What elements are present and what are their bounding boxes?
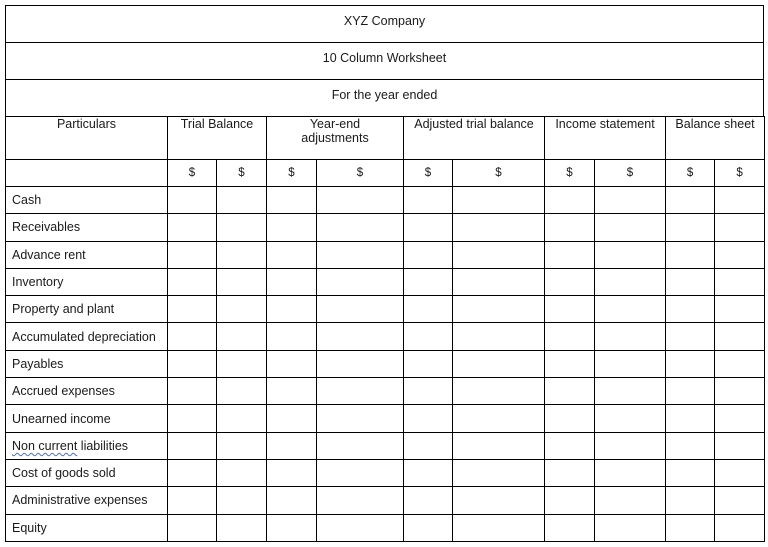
amount-cell[interactable] xyxy=(453,432,545,459)
account-row xyxy=(6,514,765,541)
account-label xyxy=(6,432,168,459)
amount-cell[interactable] xyxy=(595,487,666,514)
amount-cell[interactable] xyxy=(595,405,666,432)
amount-cell[interactable] xyxy=(317,323,404,350)
amount-cell[interactable] xyxy=(404,378,453,405)
header-particulars: Particulars xyxy=(6,117,168,160)
amount-cell[interactable] xyxy=(595,187,666,214)
amount-cell[interactable] xyxy=(317,268,404,295)
amount-cell[interactable] xyxy=(453,514,545,541)
amount-cell[interactable] xyxy=(595,268,666,295)
amount-cell[interactable] xyxy=(545,432,595,459)
amount-cell[interactable] xyxy=(317,350,404,377)
amount-cell[interactable] xyxy=(545,268,595,295)
amount-cell[interactable] xyxy=(404,296,453,323)
amount-cell[interactable] xyxy=(545,378,595,405)
amount-cell[interactable] xyxy=(453,378,545,405)
amount-cell[interactable] xyxy=(267,487,317,514)
amount-cell[interactable] xyxy=(666,268,715,295)
amount-cell[interactable] xyxy=(666,405,715,432)
amount-cell[interactable] xyxy=(404,214,453,241)
amount-cell[interactable] xyxy=(666,296,715,323)
amount-cell[interactable] xyxy=(715,405,765,432)
currency-cell: $ xyxy=(595,160,666,187)
account-label-text: Payables xyxy=(12,356,64,371)
account-label-text: Cash xyxy=(12,193,42,208)
amount-cell[interactable] xyxy=(317,514,404,541)
account-label xyxy=(6,350,168,377)
account-label-text: Non current liabilities xyxy=(12,438,129,453)
amount-cell[interactable] xyxy=(217,350,267,377)
amount-cell[interactable] xyxy=(168,241,217,268)
amount-cell[interactable] xyxy=(267,350,317,377)
account-label-text: Advance rent xyxy=(12,247,86,262)
amount-cell[interactable] xyxy=(267,514,317,541)
amount-cell[interactable] xyxy=(666,214,715,241)
amount-cell[interactable] xyxy=(168,487,217,514)
header-balance-sheet: Balance sheet xyxy=(666,117,765,160)
amount-cell[interactable] xyxy=(453,296,545,323)
amount-cell[interactable] xyxy=(453,268,545,295)
amount-cell[interactable] xyxy=(267,459,317,486)
account-row xyxy=(6,296,765,323)
worksheet xyxy=(5,5,764,542)
account-row xyxy=(6,405,765,432)
amount-cell[interactable] xyxy=(267,432,317,459)
account-label xyxy=(6,459,168,486)
amount-cell[interactable] xyxy=(666,187,715,214)
account-label-text: Receivables xyxy=(12,220,81,235)
amount-cell[interactable] xyxy=(453,459,545,486)
account-label xyxy=(6,268,168,295)
amount-cell[interactable] xyxy=(595,459,666,486)
amount-cell[interactable] xyxy=(715,487,765,514)
account-row xyxy=(6,323,765,350)
amount-cell[interactable] xyxy=(666,487,715,514)
amount-cell[interactable] xyxy=(168,432,217,459)
account-label xyxy=(6,323,168,350)
amount-cell[interactable] xyxy=(317,378,404,405)
amount-cell[interactable] xyxy=(715,241,765,268)
amount-cell[interactable] xyxy=(404,487,453,514)
amount-cell[interactable] xyxy=(666,432,715,459)
amount-cell[interactable] xyxy=(168,378,217,405)
amount-cell[interactable] xyxy=(545,296,595,323)
amount-cell[interactable] xyxy=(595,323,666,350)
account-row xyxy=(6,432,765,459)
amount-cell[interactable] xyxy=(666,323,715,350)
account-row xyxy=(6,487,765,514)
amount-cell[interactable] xyxy=(317,241,404,268)
amount-cell[interactable] xyxy=(317,296,404,323)
currency-cell: $ xyxy=(267,160,317,187)
amount-cell[interactable] xyxy=(404,432,453,459)
amount-cell[interactable] xyxy=(404,514,453,541)
amount-cell[interactable] xyxy=(267,378,317,405)
account-label xyxy=(6,405,168,432)
column-header-row xyxy=(6,117,765,160)
amount-cell[interactable] xyxy=(317,214,404,241)
account-label-text: Administrative expenses xyxy=(12,493,148,508)
amount-cell[interactable] xyxy=(715,514,765,541)
amount-cell[interactable] xyxy=(715,323,765,350)
amount-cell[interactable] xyxy=(545,487,595,514)
company-title: XYZ Company xyxy=(5,5,764,42)
header-trial-balance: Trial Balance xyxy=(168,117,267,160)
currency-blank-cell xyxy=(6,160,168,187)
account-label-text: Inventory xyxy=(12,275,64,290)
amount-cell[interactable] xyxy=(404,268,453,295)
amount-cell[interactable] xyxy=(404,459,453,486)
amount-cell[interactable] xyxy=(404,323,453,350)
amount-cell[interactable] xyxy=(217,405,267,432)
currency-cell: $ xyxy=(453,160,545,187)
amount-cell[interactable] xyxy=(217,514,267,541)
amount-cell[interactable] xyxy=(545,323,595,350)
amount-cell[interactable] xyxy=(595,378,666,405)
account-label xyxy=(6,296,168,323)
amount-cell[interactable] xyxy=(168,514,217,541)
amount-cell[interactable] xyxy=(453,323,545,350)
amount-cell[interactable] xyxy=(545,214,595,241)
amount-cell[interactable] xyxy=(666,378,715,405)
amount-cell[interactable] xyxy=(317,487,404,514)
amount-cell[interactable] xyxy=(595,241,666,268)
account-label-text: Equity xyxy=(12,520,47,535)
amount-cell[interactable] xyxy=(453,487,545,514)
account-label xyxy=(6,241,168,268)
currency-cell: $ xyxy=(217,160,267,187)
amount-cell[interactable] xyxy=(168,296,217,323)
amount-cell[interactable] xyxy=(217,268,267,295)
amount-cell[interactable] xyxy=(267,296,317,323)
amount-cell[interactable] xyxy=(715,187,765,214)
amount-cell[interactable] xyxy=(715,268,765,295)
amount-cell[interactable] xyxy=(267,268,317,295)
amount-cell[interactable] xyxy=(217,187,267,214)
amount-cell[interactable] xyxy=(267,214,317,241)
currency-cell: $ xyxy=(168,160,217,187)
amount-cell[interactable] xyxy=(317,405,404,432)
account-row xyxy=(6,241,765,268)
amount-cell[interactable] xyxy=(715,459,765,486)
amount-cell[interactable] xyxy=(545,350,595,377)
account-label-text: Unearned income xyxy=(12,411,111,426)
account-label xyxy=(6,214,168,241)
account-label-text: Accumulated depreciation xyxy=(12,329,156,344)
worksheet-title: 10 Column Worksheet xyxy=(5,42,764,79)
amount-cell[interactable] xyxy=(168,214,217,241)
account-row xyxy=(6,350,765,377)
amount-cell[interactable] xyxy=(217,323,267,350)
account-row xyxy=(6,268,765,295)
amount-cell[interactable] xyxy=(404,350,453,377)
account-row xyxy=(6,187,765,214)
amount-cell[interactable] xyxy=(453,187,545,214)
amount-cell[interactable] xyxy=(453,241,545,268)
account-label xyxy=(6,378,168,405)
amount-cell[interactable] xyxy=(404,241,453,268)
amount-cell[interactable] xyxy=(404,187,453,214)
header-income-statement: Income statement xyxy=(545,117,666,160)
amount-cell[interactable] xyxy=(453,214,545,241)
amount-cell[interactable] xyxy=(595,296,666,323)
amount-cell[interactable] xyxy=(168,268,217,295)
amount-cell[interactable] xyxy=(666,241,715,268)
account-row xyxy=(6,214,765,241)
amount-cell[interactable] xyxy=(267,241,317,268)
header-adjusted-trial-balance: Adjusted trial balance xyxy=(404,117,545,160)
amount-cell[interactable] xyxy=(666,459,715,486)
amount-cell[interactable] xyxy=(666,350,715,377)
period-title: For the year ended xyxy=(5,79,764,116)
amount-cell[interactable] xyxy=(715,214,765,241)
account-label xyxy=(6,187,168,214)
amount-cell[interactable] xyxy=(715,432,765,459)
amount-cell[interactable] xyxy=(217,214,267,241)
amount-cell[interactable] xyxy=(217,459,267,486)
account-label-text: Cost of goods sold xyxy=(12,466,116,481)
amount-cell[interactable] xyxy=(267,187,317,214)
amount-cell[interactable] xyxy=(453,350,545,377)
amount-cell[interactable] xyxy=(317,432,404,459)
amount-cell[interactable] xyxy=(545,187,595,214)
currency-cell: $ xyxy=(715,160,765,187)
amount-cell[interactable] xyxy=(217,487,267,514)
amount-cell[interactable] xyxy=(168,187,217,214)
amount-cell[interactable] xyxy=(317,187,404,214)
header-year-end-adjustments: Year-end adjustments xyxy=(267,117,404,160)
amount-cell[interactable] xyxy=(545,405,595,432)
amount-cell[interactable] xyxy=(595,350,666,377)
amount-cell[interactable] xyxy=(715,378,765,405)
amount-cell[interactable] xyxy=(168,405,217,432)
amount-cell[interactable] xyxy=(666,514,715,541)
amount-cell[interactable] xyxy=(545,459,595,486)
amount-cell[interactable] xyxy=(595,432,666,459)
amount-cell[interactable] xyxy=(267,323,317,350)
amount-cell[interactable] xyxy=(217,432,267,459)
currency-cell: $ xyxy=(404,160,453,187)
amount-cell[interactable] xyxy=(595,514,666,541)
worksheet-table xyxy=(5,116,765,542)
amount-cell[interactable] xyxy=(453,405,545,432)
account-label xyxy=(6,487,168,514)
amount-cell[interactable] xyxy=(168,323,217,350)
currency-cell: $ xyxy=(666,160,715,187)
account-label-text: Accrued expenses xyxy=(12,384,115,399)
account-label xyxy=(6,514,168,541)
currency-row xyxy=(6,160,765,187)
amount-cell[interactable] xyxy=(168,350,217,377)
amount-cell[interactable] xyxy=(217,296,267,323)
currency-cell: $ xyxy=(317,160,404,187)
amount-cell[interactable] xyxy=(317,459,404,486)
amount-cell[interactable] xyxy=(715,296,765,323)
account-row xyxy=(6,459,765,486)
amount-cell[interactable] xyxy=(168,459,217,486)
amount-cell[interactable] xyxy=(217,378,267,405)
amount-cell[interactable] xyxy=(715,350,765,377)
account-label-text: Property and plant xyxy=(12,302,115,317)
amount-cell[interactable] xyxy=(595,214,666,241)
amount-cell[interactable] xyxy=(545,241,595,268)
currency-cell: $ xyxy=(545,160,595,187)
amount-cell[interactable] xyxy=(404,405,453,432)
amount-cell[interactable] xyxy=(545,514,595,541)
amount-cell[interactable] xyxy=(267,405,317,432)
amount-cell[interactable] xyxy=(217,241,267,268)
account-row xyxy=(6,378,765,405)
